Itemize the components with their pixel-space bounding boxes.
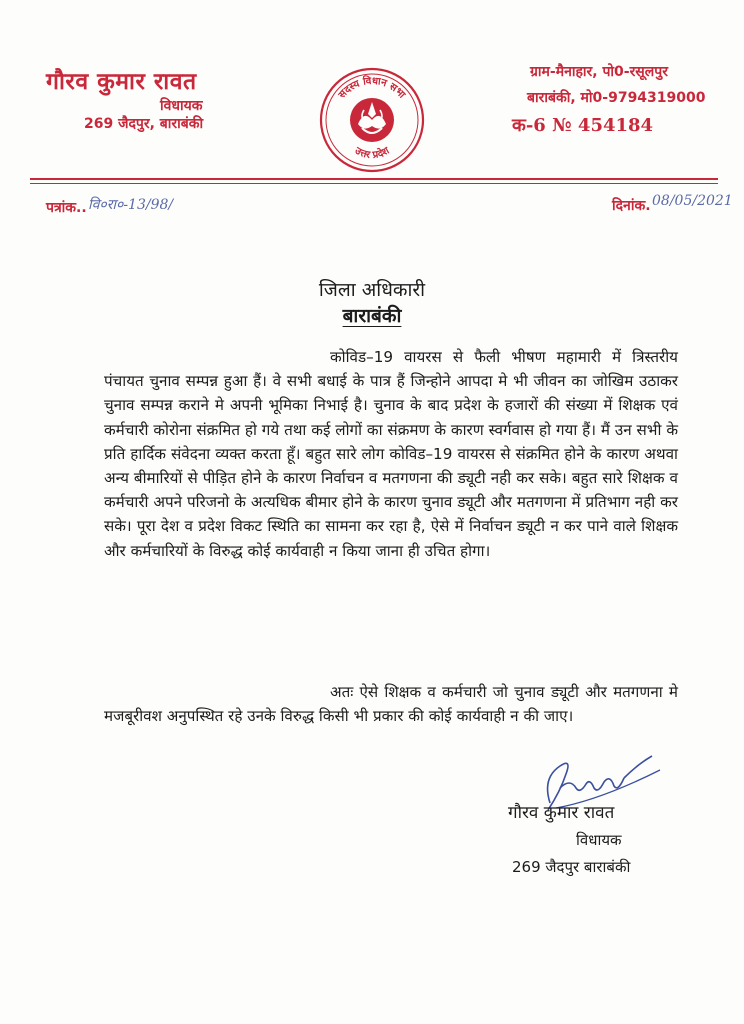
emblem-top-text: सदस्य विधान सभा [336,75,408,101]
letterhead-designation: विधायक [160,98,203,114]
date-label: दिनांक. [612,198,651,214]
svg-text:सदस्य विधान सभा [336,74,407,102]
letterhead-name: गौरव कुमार रावत [46,69,197,95]
reference-label: पत्रांक.. [46,200,87,216]
signatory-designation: विधायक [576,831,622,849]
reference-number: वि०रा०-13/98/ [88,197,174,213]
emblem-bottom-text: उत्तर प्रदेश [352,145,392,162]
svg-text:उत्तर प्रदेश [352,145,392,161]
body-paragraph-1: कोविड–19 वायरस से फैली भीषण महामारी में त्रिस्तरीय पंचायत चुनाव सम्पन्न हुआ हैं। वे सभी बधाई के पात्र हैं जिन्होने आपदा मे भी जीवन का जोखिम उठाकर चुनाव सम्पन्न कराने मे अपनी भूमिका निभाई है। चुनाव के बाद प्रदेश के हजारों की संख्या में शिक्षक एवं कर्मचारी कोरोना संक्रमित हो गये तथा कई लोगों का संक्रमण के कारण स्वर्गवास हो गया हैं। मैं उन सभी के प्रति हार्दिक संवेदना व्यक्त करता हूँ। बहुत सारे लोग कोविड–19 वायरस से संक्रमित होने के कारण अथवा अन्य बीमारियों से पीड़ित होने के कारण निर्वाचन व मतगणना की ड्यूटी नही कर सके। बहुत सारे शिक्षक व कर्मचारी अपने परिजनो के अत्यधिक बीमार होने के कारण चुनाव ड्यूटी और मतगणना में प्रतिभाग नही कर सके। पूरा देश व प्रदेश विकट स्थिति का सामना कर रहा है, ऐसे में निर्वाचन ड्यूटी न कर पाने वाले शिक्षक और कर्मचारियों के विरुद्ध कोई कार्यवाही न किया जाना ही उचित होगा। [104,348,678,560]
letterhead-address-line1: ग्राम-मैनाहार, पो0-रसूलपुर [530,64,668,80]
signatory-constituency: 269 जैदपुर बाराबंकी [512,858,631,876]
addressee-place [0,302,744,328]
addressee-place-text: बाराबंकी [342,305,402,327]
signatory-name: गौरव कुमार रावत [508,803,615,823]
date-value: 08/05/2021 [652,193,733,209]
letterhead-constituency: 269 जैदपुर, बाराबंकी [84,116,204,132]
vidhan-sabha-emblem-icon [318,66,426,174]
addressee-title: जिला अधिकारी [318,279,426,301]
letterhead-divider [30,178,718,180]
letterhead-address-line2: बाराबंकी, मो0-9794319000 [527,90,706,106]
body-paragraph-2: अतः ऐसे शिक्षक व कर्मचारी जो चुनाव ड्यूटी और मतगणना मे मजबूरीवश अनुपस्थित रहे उनके विरुद्ध किसी भी प्रकार की कोई कार्यवाही न की जाए। [104,683,678,726]
letterhead-serial-number: क-6 № 454184 [512,115,654,136]
letterhead-divider-thin [30,183,718,184]
